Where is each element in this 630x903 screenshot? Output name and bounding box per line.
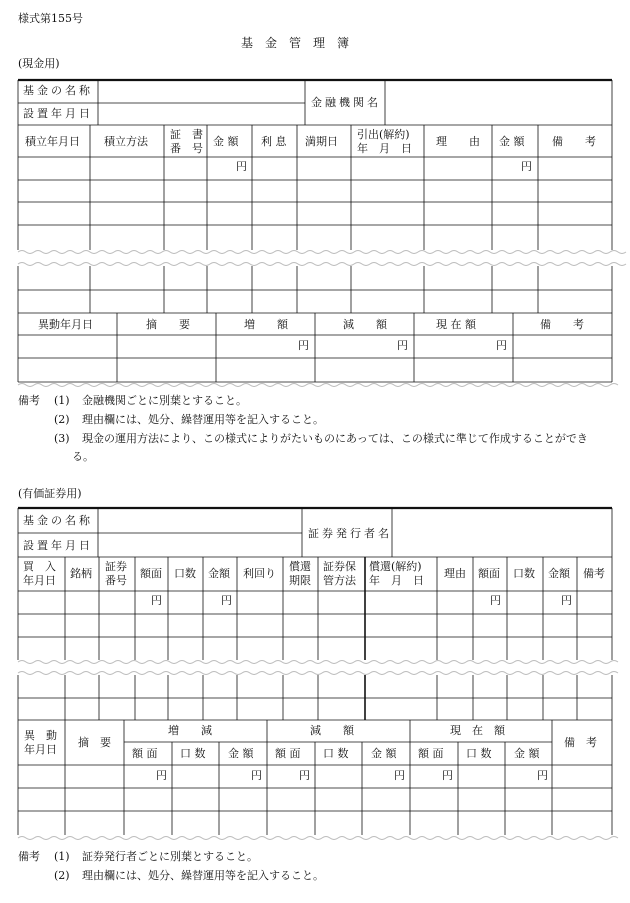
cash-yen-unit: 円 [397,339,408,352]
sec-fund-name-label: 基金の名称 [23,514,93,527]
sec-col2-amount: 金 額 [514,747,540,760]
cash-note-num: (2) [54,413,70,426]
sec-col-face2: 額面 [478,567,500,580]
sec-col-buy-2: 年月日 [23,574,56,587]
cash-col-method: 積立方法 [104,135,148,148]
sec-col2-move-1: 異 動 [24,729,57,742]
cash-yen-unit: 円 [298,339,309,352]
sec-yen-unit: 円 [442,769,453,782]
sec-notes-label: 備考 [18,850,40,863]
cash-notes-label: 備考 [18,394,40,407]
cash-col2-summary: 摘 要 [146,318,190,331]
cash-col-amount2: 金 額 [499,135,525,148]
sec-col2-units: 口 数 [180,747,206,760]
sec-col2-face: 額 面 [275,747,301,760]
cash-fund-name-label: 基金の名称 [23,84,93,97]
sec-yen-unit: 円 [537,769,548,782]
cash-col2-increase: 増 額 [244,318,288,331]
cash-col-withdraw-1: 引出(解約) [357,128,410,141]
sec-col-custody-2: 管方法 [323,574,356,587]
sec-issuer-label: 証券発行者名 [308,527,392,540]
form-number: 様式第155号 [18,12,83,25]
sec-note-text: 理由欄には、処分、繰替運用等を記入すること。 [82,869,324,882]
cash-established-label: 設置年月日 [23,107,93,120]
sec-yen-unit: 円 [490,594,501,607]
sec-col-units: 口数 [174,567,196,580]
sec-note-num: (1) [54,850,70,863]
sec-col-buy-1: 買 入 [23,560,56,573]
sec-col-custody-1: 証券保 [323,560,356,573]
sec-col2-increase: 増 減 [168,724,212,737]
sec-yen-unit: 円 [561,594,572,607]
page-title: 基 金 管 理 簿 [241,36,350,50]
sec-note-text: 証券発行者ごとに別葉とすること。 [82,850,258,863]
cash-col-cert-2: 番 号 [170,142,203,155]
sec-col2-move-2: 年月日 [24,743,57,756]
sec-col-yield: 利回り [243,567,276,580]
cash-col-amount: 金 額 [213,135,239,148]
cash-col2-current: 現 在 額 [436,318,476,331]
sec-col2-current: 現 在 額 [450,724,505,737]
sec-col2-summary: 摘 要 [78,736,111,749]
cash-note-text: 金融機関ごとに別葉とすること。 [82,394,247,407]
cash-note-text: 現金の運用方法により、この様式によりがたいものにあっては、この様式に準じて作成することができ [82,432,588,445]
sec-yen-unit: 円 [251,769,262,782]
cash-col-reason: 理 由 [436,135,480,148]
cash-yen-unit: 円 [236,160,247,173]
cash-section-label: (現金用) [18,57,60,70]
sec-yen-unit: 円 [299,769,310,782]
sec-col2-face: 額 面 [418,747,444,760]
cash-col-remarks: 備 考 [552,135,596,148]
cash-yen-unit: 円 [521,160,532,173]
sec-yen-unit: 円 [221,594,232,607]
sec-note-num: (2) [54,869,70,882]
sec-yen-unit: 円 [394,769,405,782]
sec-col-secno-1: 証券 [105,560,127,573]
sec-col-redeem-1: 償還 [289,560,311,573]
sec-col-repay-1: 償還(解約) [369,560,422,573]
cash-col2-date: 異動年月日 [38,318,93,331]
sec-col-secno-2: 番号 [105,574,127,587]
cash-col-withdraw-2: 年 月 日 [357,142,412,155]
sec-col-face: 額面 [140,567,162,580]
cash-col-interest: 利 息 [261,135,287,148]
cash-note-num: (3) [54,432,70,445]
sec-col2-units: 口 数 [466,747,492,760]
sec-col-units2: 口数 [513,567,535,580]
cash-col2-decrease: 減 額 [343,318,387,331]
sec-established-label: 設置年月日 [23,539,93,552]
cash-col-maturity: 満期日 [305,135,338,148]
sec-col2-amount: 金 額 [371,747,397,760]
sec-col-amount2: 金額 [548,567,570,580]
sec-col2-remarks: 備 考 [564,736,597,749]
sec-col-remarks: 備考 [583,567,605,580]
sec-col2-units: 口 数 [323,747,349,760]
sec-col2-face: 額 面 [132,747,158,760]
sec-col-brand: 銘柄 [70,567,92,580]
sec-col-repay-2: 年 月 日 [369,574,424,587]
cash-institution-label: 金融機関名 [311,96,381,109]
sec-col-amount: 金額 [208,567,230,580]
sec-section-label: (有価証券用) [18,487,82,500]
cash-note-text-cont: る。 [72,450,94,463]
sec-col2-decrease: 減 額 [310,724,354,737]
cash-note-num: (1) [54,394,70,407]
cash-col-cert-1: 証 書 [170,128,203,141]
cash-yen-unit: 円 [496,339,507,352]
cash-col2-remarks: 備 考 [540,318,584,331]
cash-col-date: 積立年月日 [25,135,80,148]
sec-col-reason: 理由 [444,567,466,580]
sec-yen-unit: 円 [151,594,162,607]
cash-note-text: 理由欄には、処分、繰替運用等を記入すること。 [82,413,324,426]
sec-yen-unit: 円 [156,769,167,782]
sec-col-redeem-2: 期限 [289,574,311,587]
sec-col2-amount: 金 額 [228,747,254,760]
